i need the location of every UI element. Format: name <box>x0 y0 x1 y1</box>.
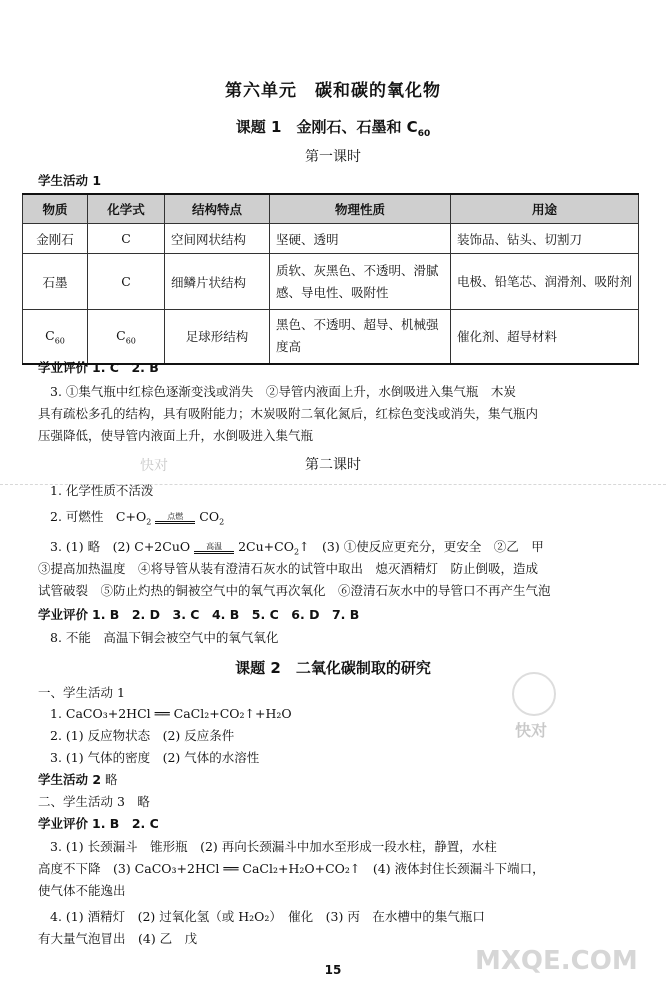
table-cell <box>88 310 165 364</box>
table-cell: 电极、铅笔芯、润滑剂、吸附剂 <box>451 254 639 310</box>
reaction-bar <box>194 551 234 554</box>
c60-name-sub: 60 <box>54 336 65 345</box>
table-cell: 细鳞片状结构 <box>165 254 270 310</box>
evaluation-label: 学业评价 <box>38 360 89 375</box>
s2-answer-8: 8. 不能 高温下铜会被空气中的氧气氧化 <box>50 630 279 645</box>
evaluation-answers: 1. B 2. D 3. C 4. B 5. C 6. D 7. B <box>92 607 360 622</box>
watermark-logo-icon <box>512 672 556 716</box>
table-cell: 质软、灰黑色、不透明、滑腻感、导电性、吸附性 <box>270 254 451 310</box>
table-cell: 催化剂、超导材料 <box>451 310 639 364</box>
table-cell: 黑色、不透明、超导、机械强度高 <box>270 310 451 364</box>
s2-answer-3-product: 2Cu+CO <box>238 539 294 554</box>
lesson-1-title-text: 课题 1 金刚石、石墨和 C <box>235 118 418 136</box>
watermark-text: 快对 <box>515 721 548 740</box>
table-cell: 石墨 <box>23 254 88 310</box>
reaction-arrow <box>194 542 234 554</box>
s2-answer-3-tail: ↑ (3) ①使反应更充分，更安全 ②乙 甲 <box>299 539 544 554</box>
carbon-properties-table <box>22 193 639 365</box>
activity-2-text: 略 <box>105 772 118 787</box>
table-cell: C <box>88 254 165 310</box>
s2-answer-2-product: CO <box>199 509 220 524</box>
lesson-2-q3-line: 使气体不能逸出 <box>38 883 126 898</box>
lesson-2-title: 课题 2 二氧化碳制取的研究 <box>235 659 431 677</box>
lesson-2-equation: 1. CaCO₃+2HCl ══ CaCl₂+CO₂↑+H₂O <box>50 706 292 721</box>
evaluation-answers: 1. B 2. C <box>92 816 159 831</box>
table-header-row <box>23 194 639 224</box>
s2-line: ③提高加热温度 ④将导管从装有澄清石灰水的试管中取出 熄灭酒精灯 防止倒吸，造成 <box>38 561 539 576</box>
lesson-2-q3-line: 3. (1) 长颈漏斗 锥形瓶 (2) 再向长颈漏斗中加水至形成一段水柱，静置，水柱 <box>50 839 497 854</box>
s2-answer-2 <box>50 508 650 531</box>
q3-line: 具有疏松多孔的结构，具有吸附能力；木炭吸附二氧化氮后，红棕色变浅或消失，集气瓶内 <box>38 406 539 421</box>
s2-answer-2-sub: 2 <box>146 517 152 527</box>
page-number: 15 <box>324 963 342 977</box>
lesson-1-title-sub: 60 <box>417 129 431 139</box>
table-cell: C <box>88 224 165 254</box>
unit-title: 第六单元 碳和碳的氧化物 <box>225 81 441 101</box>
evaluation-label: 学业评价 <box>38 816 89 831</box>
reaction-condition: 高温 <box>206 541 223 551</box>
c60-name: C <box>45 327 55 343</box>
table-cell: 金刚石 <box>23 224 88 254</box>
s2-line: 试管破裂 ⑤防止灼热的铜被空气中的氧气再次氧化 ⑥澄清石灰水中的导管口不再产生气泡 <box>38 583 551 598</box>
table-header: 物质 <box>23 194 88 224</box>
reaction-bar <box>155 521 195 524</box>
table-header: 物理性质 <box>270 194 451 224</box>
lesson-2-part-1: 一、学生活动 1 <box>38 685 125 700</box>
evaluation-2 <box>38 606 638 623</box>
evaluation-label: 学业评价 <box>38 607 89 622</box>
table-cell: 坚硬、透明 <box>270 224 451 254</box>
table-header: 化学式 <box>88 194 165 224</box>
lesson-2-activity-2 <box>38 771 638 788</box>
evaluation-3 <box>38 815 638 832</box>
evaluation-1 <box>38 359 638 376</box>
activity-2-label: 学生活动 2 <box>38 772 102 787</box>
watermark-text: MXQE.COM <box>475 946 638 976</box>
q3-line: 3. ①集气瓶中红棕色逐渐变浅或消失 ②导管内液面上升，水倒吸进入集气瓶 木炭 <box>50 384 516 399</box>
activity-1-label: 学生活动 1 <box>38 173 102 188</box>
s2-answer-3 <box>50 538 650 561</box>
lesson-2-part-2: 二、学生活动 3 略 <box>38 794 150 809</box>
s2-answer-2-product-sub: 2 <box>219 517 225 527</box>
lesson-2-answer-3: 3. (1) 气体的密度 (2) 气体的水溶性 <box>50 750 260 765</box>
table-row <box>23 310 639 364</box>
s2-answer-3-text: 3. (1) 略 (2) C+2CuO <box>50 539 191 554</box>
watermark-text: 快对 <box>140 458 168 474</box>
lesson-1-title <box>0 116 666 139</box>
lesson-2-q4-line: 4. (1) 酒精灯 (2) 过氧化氢（或 H₂O₂） 催化 (3) 丙 在水槽中的集气瓶口 <box>50 909 485 924</box>
lesson-2-answer-2: 2. (1) 反应物状态 (2) 反应条件 <box>50 728 235 743</box>
table-cell: 装饰品、钻头、切割刀 <box>451 224 639 254</box>
table-cell <box>23 310 88 364</box>
s2-answer-3-product-sub: 2 <box>293 547 300 557</box>
table-row <box>23 224 639 254</box>
c60-formula-sub: 60 <box>125 336 136 345</box>
table-row <box>23 254 639 310</box>
c60-formula: C <box>116 327 126 343</box>
table-cell: 足球形结构 <box>165 310 270 364</box>
lesson-2-q3-line: 高度不下降 (3) CaCO₃+2HCl ══ CaCl₂+H₂O+CO₂↑ (4) 液体封住长颈漏斗下端口， <box>38 861 545 876</box>
reaction-arrow <box>155 512 195 524</box>
q3-line: 压强降低，使导管内液面上升，水倒吸进入集气瓶 <box>38 428 314 443</box>
table-cell: 空间网状结构 <box>165 224 270 254</box>
section-1-title: 第一课时 <box>305 149 361 165</box>
reaction-condition: 点燃 <box>167 511 184 521</box>
s2-answer-1: 1. 化学性质不活泼 <box>50 483 154 498</box>
table-header: 结构特点 <box>165 194 270 224</box>
section-2-title: 第二课时 <box>305 457 361 473</box>
table-header: 用途 <box>451 194 639 224</box>
lesson-2-q4-line: 有大量气泡冒出 (4) 乙 戊 <box>38 931 198 946</box>
evaluation-answers: 1. C 2. B <box>92 360 159 375</box>
s2-answer-2-text: 2. 可燃性 C+O <box>50 509 147 524</box>
